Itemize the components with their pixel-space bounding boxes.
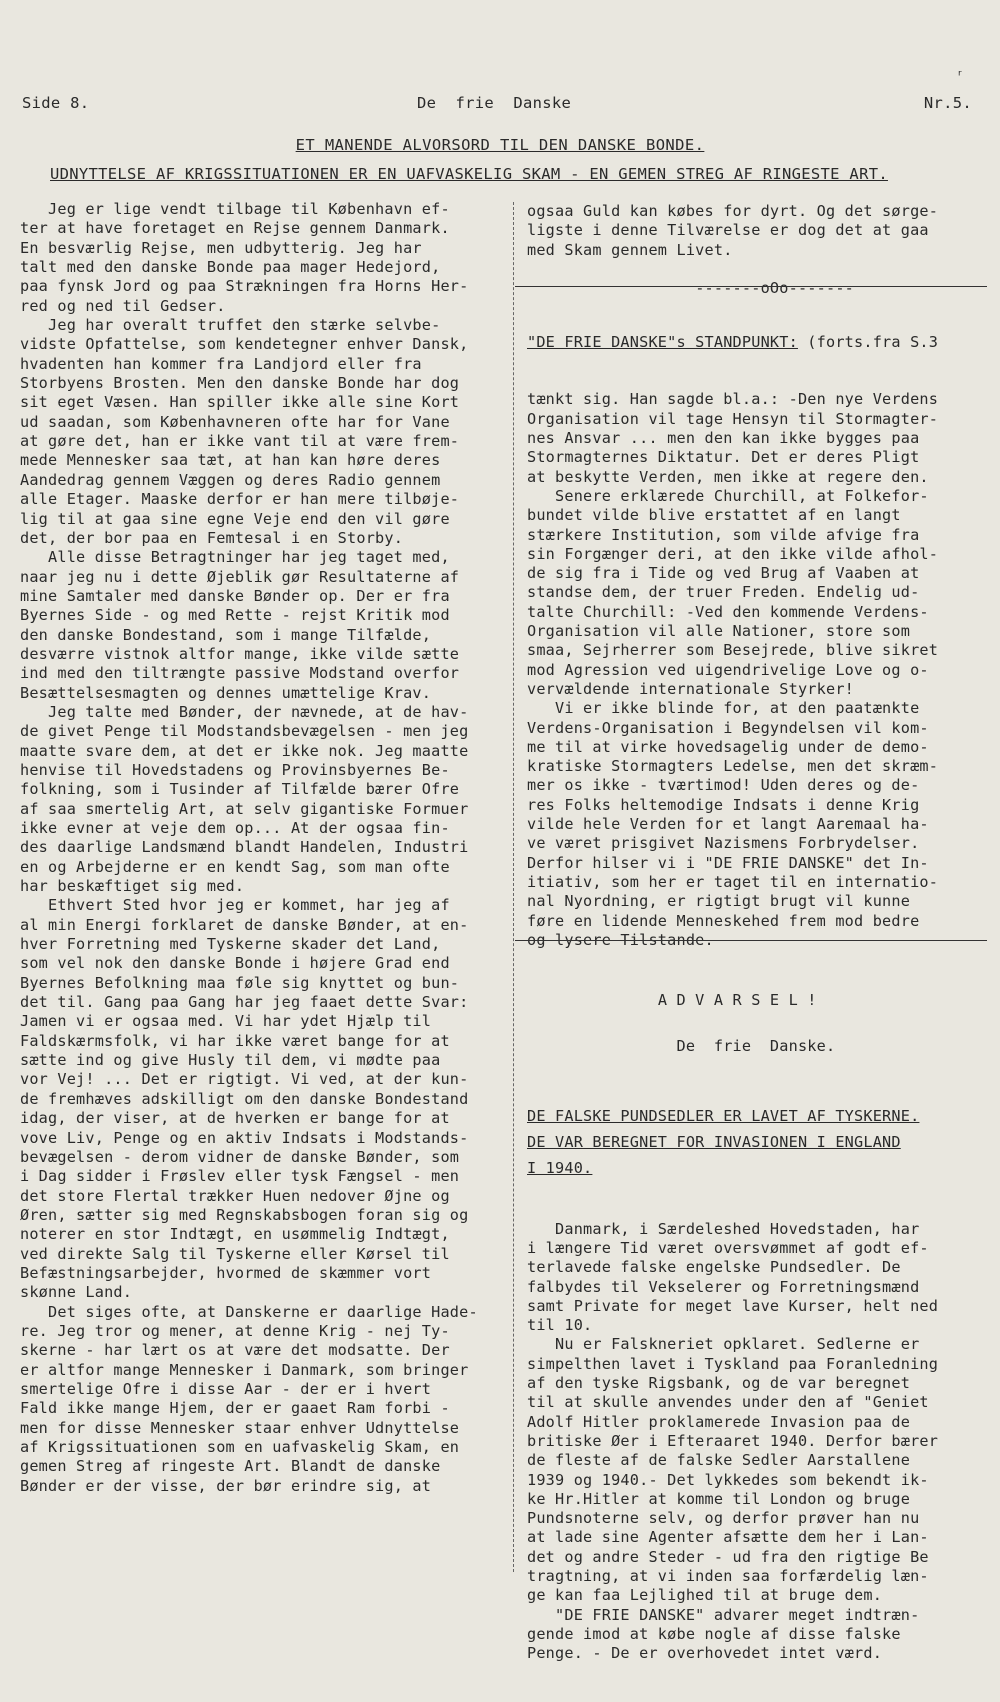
- text-line: føre en lidende Menneskehed frem mod bedre: [527, 911, 920, 930]
- text-line: alle Etager. Maaske derfor er han mere tilbøje-: [20, 490, 460, 509]
- text-line: Jeg talte med Bønder, der nævnede, at de hav-: [20, 702, 469, 721]
- right-column: [527, 202, 987, 1663]
- text-line: Besættelsesmagten og dennes umættelige Krav.: [20, 683, 432, 702]
- text-line: samt Private for meget lave Kurser, helt ned: [527, 1296, 939, 1315]
- text-line: med Skam gennem Livet.: [527, 240, 733, 259]
- text-line: standse dem, der truer Freden. Endelig ud-: [527, 583, 920, 602]
- text-line: Befæstningsarbejder, hvormed de skæmmer vort: [20, 1263, 432, 1282]
- paper-name: De frie Danske: [417, 94, 572, 112]
- text-line: i længere Tid været oversvømmet af godt ef-: [527, 1238, 929, 1257]
- text-line: paa fynsk Jord og paa Strækningen fra Horns Her-: [20, 277, 469, 296]
- text-line: vidste Opfattelse, som kendetegner enhver Dansk,: [20, 335, 469, 354]
- article-ending: [527, 202, 987, 260]
- text-line: talte Churchill: -Ved den kommende Verdens-: [527, 602, 929, 621]
- advarsel-body: [527, 1220, 987, 1664]
- text-line: til at skulle anvendes under den af "Geniet: [527, 1393, 929, 1412]
- text-line: Byernes Befolkning maa føle sig knyttet og bun-: [20, 973, 460, 992]
- text-line: nes Ansvar ... men den kan ikke bygges paa: [527, 429, 920, 448]
- text-line: at beskytte Verden, men ikke at regere den.: [527, 467, 929, 486]
- text-line: mer os ikke - tværtimod! Uden deres og de-: [527, 776, 920, 795]
- signature: De frie Danske.: [676, 1037, 836, 1056]
- text-line: britiske Øer i Efteraaret 1940. Derfor bærer: [527, 1431, 939, 1450]
- text-line: Organisation vil tage Hensyn til Stormagter-: [527, 409, 939, 428]
- text-line: ud saadan, som Københavneren ofte har for Vane: [20, 412, 450, 431]
- divider-rule-2: [515, 940, 987, 941]
- headline: ET MANENDE ALVORSORD TIL DEN DANSKE BONDE.: [295, 136, 705, 154]
- text-line: og lysere Tilstande.: [527, 930, 714, 949]
- text-line: itiativ, som her er taget til en internatio-: [527, 872, 939, 891]
- text-line: af den tyske Rigsbank, og de var beregnet: [527, 1374, 911, 1393]
- text-line: ve været prisgivet Nazismens Forbrydelser.: [527, 834, 920, 853]
- text-line: Alle disse Betragtninger har jeg taget med,: [20, 548, 450, 567]
- text-line: ind med den tiltrængte passive Modstand overfor: [20, 664, 460, 683]
- text-line: Storbyens Brosten. Men den danske Bonde har dog: [20, 374, 460, 393]
- text-line: terlavede falske engelske Pundsedler. De: [527, 1258, 901, 1277]
- text-line: det til. Gang paa Gang har jeg faaet dette Svar:: [20, 993, 469, 1012]
- text-line: nal Nyordning, er rigtigt brugt vil kunne: [527, 892, 911, 911]
- text-line: hvadenten han kommer fra Landjord eller fra: [20, 354, 422, 373]
- text-line: Organisation vil alle Nationer, store som: [527, 622, 911, 641]
- text-line: skerne - har lært os at være det modsatte. Der: [20, 1341, 450, 1360]
- text-line: men for disse Mennesker staar enhver Udnyttelse: [20, 1418, 460, 1437]
- text-line: har beskæftiget sig med.: [20, 877, 245, 896]
- text-line: som vel nok den danske Bonde i højere Grad end: [20, 954, 450, 973]
- text-line: vilde hele Verden for et langt Aaremaal ha-: [527, 815, 929, 834]
- standpunkt-body: [527, 390, 987, 950]
- text-line: sætte ind og give Husly til dem, vi mødte paa: [20, 1051, 441, 1070]
- text-line: Aandedrag gennem Væggen og deres Radio gennem: [20, 470, 441, 489]
- text-line: Senere erklærede Churchill, at Folkefor-: [527, 486, 929, 505]
- text-line: bundet vilde blive erstattet af en langt: [527, 506, 901, 525]
- text-line: mine Samtaler med danske Bønder op. Der er fra: [20, 586, 450, 605]
- text-line: Ethvert Sted hvor jeg er kommet, har jeg af: [20, 896, 450, 915]
- text-line: vove Liv, Penge og en aktiv Indsats i Modstands-: [20, 1128, 469, 1147]
- text-line: af Krigssituationen som en uafvaskelig Skam, en: [20, 1438, 460, 1456]
- separator-text: -------oOo-------: [695, 279, 855, 298]
- text-line: den danske Bondestand, som i mange Tilfælde,: [20, 625, 432, 644]
- text-line: Jeg har overalt truffet den stærke selvbe-: [20, 316, 441, 335]
- text-line: mod Agression ved uigendrivelige Love og o-: [527, 660, 929, 679]
- text-line: skønne Land.: [20, 1283, 133, 1302]
- text-line: det store Flertal trækker Huen nedover Øjne og: [20, 1186, 450, 1205]
- text-line: ved direkte Salg til Tyskerne eller Kørsel til: [20, 1244, 450, 1263]
- text-line: red og ned til Gedser.: [20, 296, 226, 315]
- text-line: ikke evner at veje dem op... At der ogsaa fin-: [20, 819, 450, 837]
- text-line: Adolf Hitler proklamerede Invasion paa de: [527, 1412, 911, 1431]
- column-divider: [513, 202, 514, 1572]
- text-line: de sig fra i Tide og ved Brug af Vaaben at: [527, 564, 920, 583]
- text-line: Byernes Side - og med Rette - rejst Kritik mod: [20, 606, 450, 625]
- issue-number: Nr.5.: [923, 94, 972, 112]
- text-line: tragtning, at vi inden saa forfærdelig læn-: [527, 1567, 929, 1586]
- text-line: Jamen vi er ogsaa med. Vi har ydet Hjælp til: [20, 1012, 432, 1031]
- text-line: maatte svare dem, at det er ikke nok. Jeg maatte: [20, 741, 469, 760]
- text-line: Danmark, i Særdeleshed Hovedstaden, har: [527, 1219, 920, 1238]
- text-line: Jeg er lige vendt tilbage til København ef-: [20, 200, 450, 218]
- text-line: ge kan faa Lejlighed til at bruge dem.: [527, 1586, 883, 1605]
- text-line: gemen Streg af ringeste Art. Blandt de danske: [20, 1457, 441, 1476]
- text-line: Penge. - De er overhovedet intet værd.: [527, 1644, 883, 1663]
- text-line: i Dag sidder i Frøslev eller tysk Fængsel - men: [20, 1167, 460, 1186]
- subheadline: UDNYTTELSE AF KRIGSSITUATIONEN ER EN UAFVASKELIG SKAM - EN GEMEN STREG AF RINGESTE ART.: [50, 165, 888, 183]
- text-line: re. Jeg tror og mener, at denne Krig - nej Ty-: [20, 1321, 450, 1340]
- text-line: stærkere Institution, som vilde afvige fra: [527, 525, 920, 544]
- text-line: er altfor mange Mennesker i Danmark, som bringer: [20, 1360, 469, 1379]
- text-line: tænkt sig. Han sagde bl.a.: -Den nye Verdens: [527, 390, 939, 409]
- text-line: Pundsnoterne selv, og derfor prøver han nu: [527, 1509, 920, 1528]
- text-line: folkning, som i Tusinder af Tilfælde bærer Ofre: [20, 780, 460, 799]
- text-line: gende imod at købe nogle af disse falske: [527, 1624, 901, 1643]
- text-line: des daarlige Landsmænd blandt Handelen, Industri: [20, 838, 469, 857]
- text-line: Stormagternes Diktatur. Det er deres Pligt: [527, 448, 920, 467]
- text-line: vervældende internationale Styrker!: [527, 679, 855, 698]
- text-line: Faldskærmsfolk, vi har ikke været bange for at: [20, 1031, 450, 1050]
- page-number: Side 8.: [22, 94, 90, 112]
- text-line: lig til at gaa sine egne Veje end den vil gøre: [20, 509, 450, 528]
- text-line: naar jeg nu i dette Øjeblik gør Resultaterne af: [20, 567, 460, 586]
- text-line: en og Arbejderne er en kendt Sag, som man ofte: [20, 857, 450, 876]
- text-line: det og andre Steder - ud fra den rigtige Be: [527, 1547, 929, 1566]
- advarsel-headline: I 1940.: [527, 1159, 593, 1178]
- advarsel-article: [527, 952, 987, 1702]
- text-line: til 10.: [527, 1316, 593, 1335]
- text-line: ligste i denne Tilværelse er dog det at gaa: [527, 221, 929, 240]
- text-line: falbydes til Vekselerer og Forretningsmænd: [527, 1277, 920, 1296]
- text-line: Vi er ikke blinde for, at den paatænkte: [527, 699, 920, 718]
- text-line: al min Energi forklaret de danske Bønder, at en-: [20, 915, 469, 934]
- text-line: det, der bor paa en Femtesal i en Storby.: [20, 528, 404, 547]
- text-line: Nu er Falskneriet opklaret. Sedlerne er: [527, 1335, 920, 1354]
- text-line: de fremhæves adskilligt om den danske Bondestand: [20, 1089, 469, 1108]
- text-line: smertelige Ofre i disse Aar - der er i hvert: [20, 1379, 432, 1398]
- text-line: desværre vistnok altfor mange, ikke vilde sætte: [20, 644, 460, 663]
- text-line: ogsaa Guld kan købes for dyrt. Og det sørge-: [527, 202, 939, 220]
- text-line: af saa smertelig Art, at selv gigantiske Formuer: [20, 799, 469, 818]
- advarsel-headline: DE FALSKE PUNDSEDLER ER LAVET AF TYSKERNE.: [527, 1107, 920, 1126]
- text-line: de givet Penge til Modstandsbevægelsen - men jeg: [20, 722, 469, 741]
- left-column: [20, 200, 500, 1496]
- text-line: sit eget Væsen. Han spiller ikke alle sine Kort: [20, 393, 460, 412]
- text-line: Bønder er der visse, der bør erindre sig, at: [20, 1476, 432, 1495]
- text-line: Verdens-Organisation i Begyndelsen vil kom-: [527, 718, 929, 737]
- text-line: mede Mennesker saa tæt, at han kan høre deres: [20, 451, 441, 470]
- text-line: 1939 og 1940.- Det lykkedes som bekendt ik-: [527, 1470, 929, 1489]
- standpunkt-title: "DE FRIE DANSKE"s STANDPUNKT:: [527, 332, 798, 351]
- text-line: noterer en stor Indtægt, en usømmelig Indtægt,: [20, 1225, 450, 1244]
- text-line: at lade sine Agenter afsætte dem her i Lan-: [527, 1528, 929, 1547]
- text-line: bevægelsen - derom vidner de danske Bønder, som: [20, 1147, 460, 1166]
- text-line: En besværlig Rejse, men udbytterig. Jeg har: [20, 238, 422, 257]
- text-line: simpelthen lavet i Tyskland paa Foranledning: [527, 1354, 939, 1373]
- page-header: [22, 94, 972, 116]
- text-line: ke Hr.Hitler at komme til London og bruge: [527, 1489, 911, 1508]
- text-line: Øren, sætter sig med Regnskabsbogen foran sig og: [20, 1205, 469, 1224]
- text-line: at gøre det, han er ikke vant til at være frem-: [20, 432, 460, 451]
- advarsel-title: A D V A R S E L !: [657, 990, 817, 1009]
- advarsel-headlines: [527, 1103, 987, 1181]
- text-line: Derfor hilser vi i "DE FRIE DANSKE" det In-: [527, 853, 929, 872]
- text-line: ter at have foretaget en Rejse gennem Danmark.: [20, 219, 450, 238]
- text-line: me til at virke hovedsagelig under de demo-: [527, 737, 929, 756]
- text-line: kratiske Stormagters Ledelse, men det skræm-: [527, 757, 939, 776]
- text-line: smaa, Sejrherrer som Besejrede, blive sikret: [527, 641, 939, 660]
- text-line: talt med den danske Bonde paa mager Hedejord,: [20, 258, 441, 277]
- text-line: de fleste af de falske Sedler Aarstallene: [527, 1451, 911, 1470]
- text-line: res Folks heltemodige Indsats i denne Krig: [527, 795, 920, 814]
- text-line: hver Forretning med Tyskerne skader det Land,: [20, 935, 441, 954]
- text-line: "DE FRIE DANSKE" advarer meget indtræn-: [527, 1605, 920, 1624]
- text-line: henvise til Hovedstadens og Provinsbyernes Be-: [20, 760, 450, 779]
- text-line: idag, der viser, at de hverken er bange for at: [20, 1109, 450, 1128]
- advarsel-headline: DE VAR BEREGNET FOR INVASIONEN I ENGLAND: [527, 1133, 901, 1152]
- standpunkt-continued: (forts.fra S.3: [797, 332, 939, 351]
- divider-rule: [515, 286, 987, 287]
- corner-mark: ʳ: [956, 68, 965, 84]
- text-line: vor Vej! ... Det er rigtigt. Vi ved, at der kun-: [20, 1070, 469, 1089]
- text-line: sin Forgænger deri, at den ikke vilde afhol-: [527, 544, 939, 563]
- text-line: Det siges ofte, at Danskerne er daarlige Hade-: [20, 1302, 478, 1321]
- text-line: Fald ikke mange Hjem, der er gaaet Ram forbi -: [20, 1399, 450, 1418]
